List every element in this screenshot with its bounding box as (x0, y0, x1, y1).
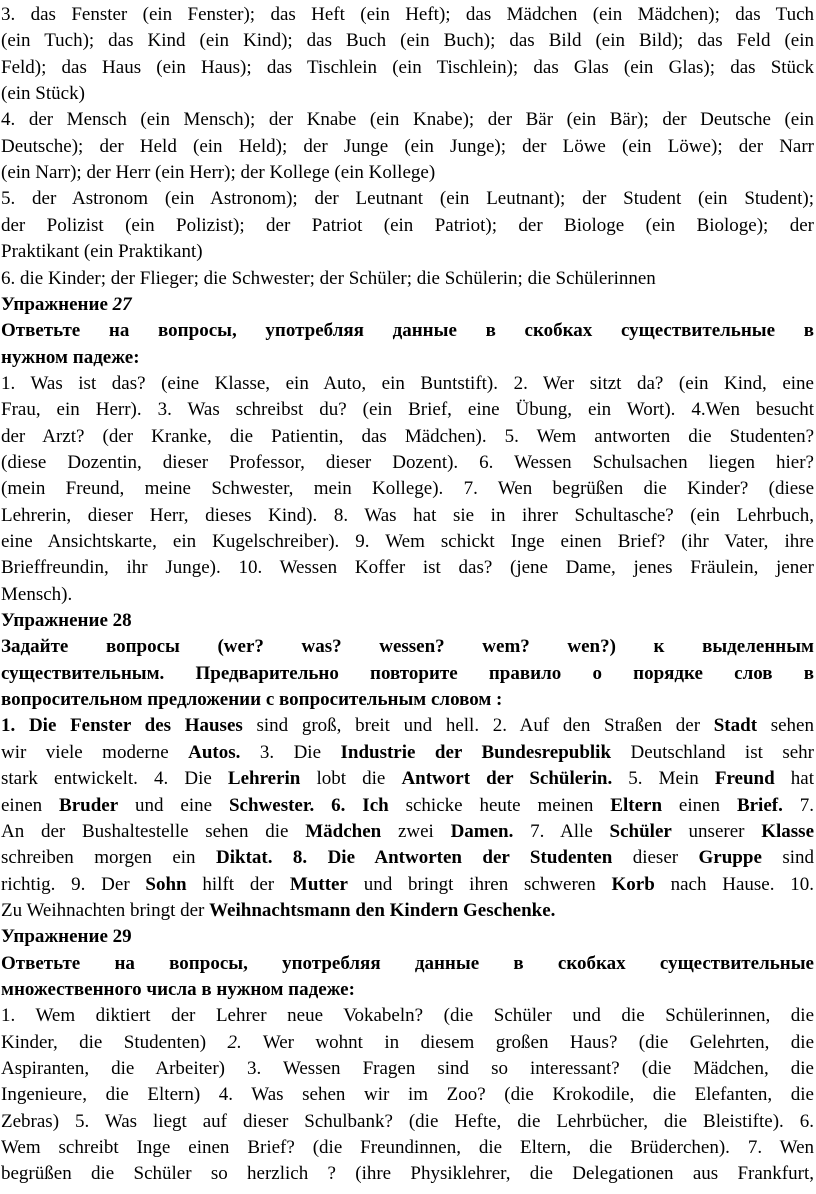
text-segment: 5. Mein (612, 768, 715, 790)
text-segment: 7. (782, 794, 814, 816)
text-segment: Задайте вопросы (wer? was? wessen? wem? wen?) к выделенным (1, 636, 814, 658)
text-line (1, 872, 814, 898)
heading-line (1, 345, 814, 371)
emphasized-text: Bruder (59, 794, 119, 816)
heading-line (1, 687, 814, 713)
text-line (1, 529, 814, 555)
heading-line (1, 661, 814, 687)
text-segment: Zu Weihnachten bringt der (1, 899, 210, 921)
text-segment: hilft der (186, 873, 290, 895)
emphasized-text: Diktat. 8. Die Antworten der Studenten (216, 847, 613, 869)
text-segment: множественного числа в нужном падеже: (1, 978, 355, 1000)
text-segment: Zebras) 5. Was liegt auf dieser Schulbank? (die Hefte, die Lehrbücher, die Bleistifte). 6. (1, 1110, 814, 1132)
text-line (1, 1056, 814, 1082)
text-segment: Ответьте на вопросы, употребляя данные в скобках существительные в (1, 320, 814, 342)
heading-line (1, 951, 814, 977)
text-segment: (ein Narr); der Herr (ein Herr); der Kollege (ein Kollege) (1, 162, 436, 184)
text-segment: Упражнение 29 (1, 926, 132, 948)
text-line (1, 845, 814, 871)
text-segment: und eine (118, 794, 229, 816)
text-segment: unserer (671, 820, 762, 842)
emphasized-text: Korb (611, 873, 655, 895)
text-segment: 6. die Kinder; der Flieger; die Schwester; der Schüler; die Schülerin; die Schülerinnen (1, 267, 656, 289)
text-segment: richtig. 9. Der (1, 873, 146, 895)
emphasized-text: Stadt (713, 715, 758, 737)
text-segment: 3. das Fenster (ein Fenster); das Heft (ein Heft); das Mädchen (ein Mädchen); das Tuch (1, 4, 814, 25)
emphasized-text: Lehrerin (227, 768, 301, 790)
text-segment: Упражнение 28 (1, 610, 132, 632)
text-segment: nach Hause. 10. (654, 873, 814, 895)
text-segment: sind groß, breit und hell. 2. Auf den Straßen der (242, 715, 714, 737)
text-line (1, 397, 814, 423)
text-line (1, 1109, 814, 1135)
text-segment: Feld); das Haus (ein Haus); das Tischlein (ein Tischlein); das Glas (ein Glas); das Stück (1, 56, 814, 78)
text-segment: Ответьте на вопросы, употребляя данные в скобках существительные (1, 952, 814, 974)
emphasized-text: Gruppe (698, 847, 762, 869)
text-segment: der Arzt? (der Kranke, die Patientin, das Mädchen). 5. Wem antworten die Studenten? (1, 425, 814, 447)
text-segment: der Polizist (ein Polizist); der Patriot (ein Patriot); der Biologe (ein Biologe); der (1, 214, 814, 236)
text-line (1, 266, 814, 292)
text-line (1, 186, 814, 212)
emphasized-text: Klasse (761, 820, 814, 842)
text-segment: einen (1, 794, 60, 816)
text-segment: Brieffreundin, ihr Junge). 10. Wessen Koffer ist das? (jene Dame, jenes Fräulein, jener (1, 557, 814, 579)
text-segment: Deutsche); der Held (ein Held); der Junge (ein Junge); der Löwe (ein Löwe); der Narr (1, 135, 814, 157)
text-line (1, 898, 814, 924)
emphasized-text: Freund (714, 768, 775, 790)
text-line (1, 107, 814, 133)
text-segment: (mein Freund, meine Schwester, mein Kollege). 7. Wen begrüßen die Kinder? (diese (1, 478, 814, 500)
text-segment: Ingenieure, die Eltern) 4. Was sehen wir im Zoo? (die Krokodile, die Elefanten, die (1, 1084, 814, 1106)
text-line (1, 28, 814, 54)
text-segment: hat (774, 768, 815, 790)
emphasized-text: 1. Die Fenster des Hauses (1, 715, 243, 737)
text-line (1, 1135, 814, 1161)
emphasized-text: 2. (227, 1031, 242, 1053)
text-segment: Aspiranten, die Arbeiter) 3. Wessen Fragen sind so interessant? (die Mädchen, die (1, 1058, 814, 1079)
text-segment: 3. Die (240, 741, 341, 763)
text-segment: 1. Was ist das? (eine Klasse, ein Auto, ein Buntstift). 2. Wer sitzt da? (ein Kind, eine (1, 372, 814, 394)
text-segment: zwei (381, 820, 451, 842)
heading-line (1, 977, 814, 1003)
text-segment: Wem schreibt Inge einen Brief? (die Freundinnen, die Eltern, die Brüderchen). 7. Wen (1, 1137, 814, 1159)
text-segment: einen (662, 794, 737, 816)
text-segment: (diese Dozentin, dieser Professor, dieser Dozent). 6. Wessen Schulsachen liegen hier? (1, 451, 814, 473)
emphasized-text: Damen. (450, 820, 514, 842)
emphasized-text: Mädchen (305, 820, 382, 842)
text-segment: schreiben morgen ein (1, 847, 216, 869)
emphasized-text: Antwort der Schülerin. (401, 768, 613, 790)
emphasized-text: Eltern (610, 794, 663, 816)
text-segment: und bringt ihren schweren (347, 873, 612, 895)
text-line (1, 713, 814, 739)
text-segment: Frau, ein Herr). 3. Was schreibst du? (ein Brief, eine Übung, ein Wort). 4.Wen besucht (1, 399, 814, 421)
emphasized-text: Weihnachtsmann den Kindern Geschenke. (209, 899, 556, 921)
emphasized-text: Schüler (609, 820, 672, 842)
text-segment: wir viele moderne (1, 741, 189, 763)
text-segment: нужном падеже: (1, 346, 140, 368)
text-segment: schicke heute meinen (388, 794, 611, 816)
text-line (1, 1082, 814, 1108)
text-segment: существительным. Предварительно повторите правило о порядке слов в (1, 662, 814, 684)
text-segment: 7. Alle (513, 820, 610, 842)
text-segment: sehen (757, 715, 814, 737)
text-line (1, 134, 814, 160)
text-line (1, 450, 814, 476)
text-segment: An der Bushaltestelle sehen die (1, 820, 306, 842)
text-line (1, 819, 814, 845)
text-line (1, 555, 814, 581)
text-segment: lobt die (300, 768, 402, 790)
text-segment: (ein Stück) (1, 83, 85, 105)
text-segment: Wer wohnt in diesem großen Haus? (die Gelehrten, die (241, 1031, 815, 1053)
emphasized-text: Autos. (188, 741, 241, 763)
heading-line (1, 634, 814, 660)
text-segment: вопросительном предложении с вопросительным словом : (1, 689, 503, 711)
text-line (1, 740, 814, 766)
text-line (1, 766, 814, 792)
heading-line (1, 608, 814, 634)
text-segment: 5. der Astronom (ein Astronom); der Leutnant (ein Leutnant); der Student (ein Student); (1, 188, 814, 210)
text-segment: Lehrerin, dieser Herr, dieses Kind). 8. Was hat sie in ihrer Schultasche? (ein Lehrbuch, (1, 504, 814, 526)
text-line (1, 793, 814, 819)
text-line (1, 213, 814, 239)
text-line (1, 582, 814, 608)
heading-line (1, 924, 814, 950)
text-line (1, 1030, 814, 1056)
text-segment: 1. Wem diktiert der Lehrer neue Vokabeln? (die Schüler und die Schülerinnen, die (1, 1005, 814, 1027)
text-line (1, 503, 814, 529)
text-line (1, 424, 814, 450)
text-segment: 4. der Mensch (ein Mensch); der Knabe (ein Knabe); der Bär (ein Bär); der Deutsche (ein (1, 109, 814, 131)
text-line (1, 55, 814, 81)
heading-line (1, 292, 814, 318)
emphasized-text: Brief. (736, 794, 783, 816)
text-line (1, 239, 814, 265)
text-segment: Упражнение (1, 293, 113, 315)
emphasized-text: Schwester. 6. Ich (228, 794, 389, 816)
text-line (1, 476, 814, 502)
text-segment: Deutschland ist sehr (611, 741, 815, 763)
text-line (1, 160, 814, 186)
emphasized-text: Industrie der Bundesrepublik (340, 741, 612, 763)
text-segment: begrüßen die Schüler so herzlich ? (ihre Physiklehrer, die Delegationen aus Frankfurt, (1, 1163, 814, 1185)
text-segment: Mensch). (1, 583, 73, 605)
heading-line (1, 318, 814, 344)
text-line (1, 1161, 814, 1187)
text-segment: stark entwickelt. 4. Die (1, 768, 228, 790)
text-segment: Kinder, die Studenten) (1, 1031, 228, 1053)
text-segment: Praktikant (ein Praktikant) (1, 241, 203, 263)
text-segment: sind (761, 847, 814, 869)
text-segment: eine Ansichtskarte, ein Kugelschreiber). 9. Wem schickt Inge einen Brief? (ihr Vater, ihre (1, 531, 814, 552)
emphasized-text: Mutter (289, 873, 348, 895)
emphasized-text: Sohn (145, 873, 187, 895)
text-line (1, 2, 814, 28)
text-segment: (ein Tuch); das Kind (ein Kind); das Buch (ein Buch); das Bild (ein Bild); das Feld (ein (1, 30, 814, 52)
emphasized-text: 27 (112, 293, 132, 315)
text-line (1, 1003, 814, 1029)
text-line (1, 371, 814, 397)
text-segment: dieser (612, 847, 699, 869)
text-line (1, 81, 814, 107)
